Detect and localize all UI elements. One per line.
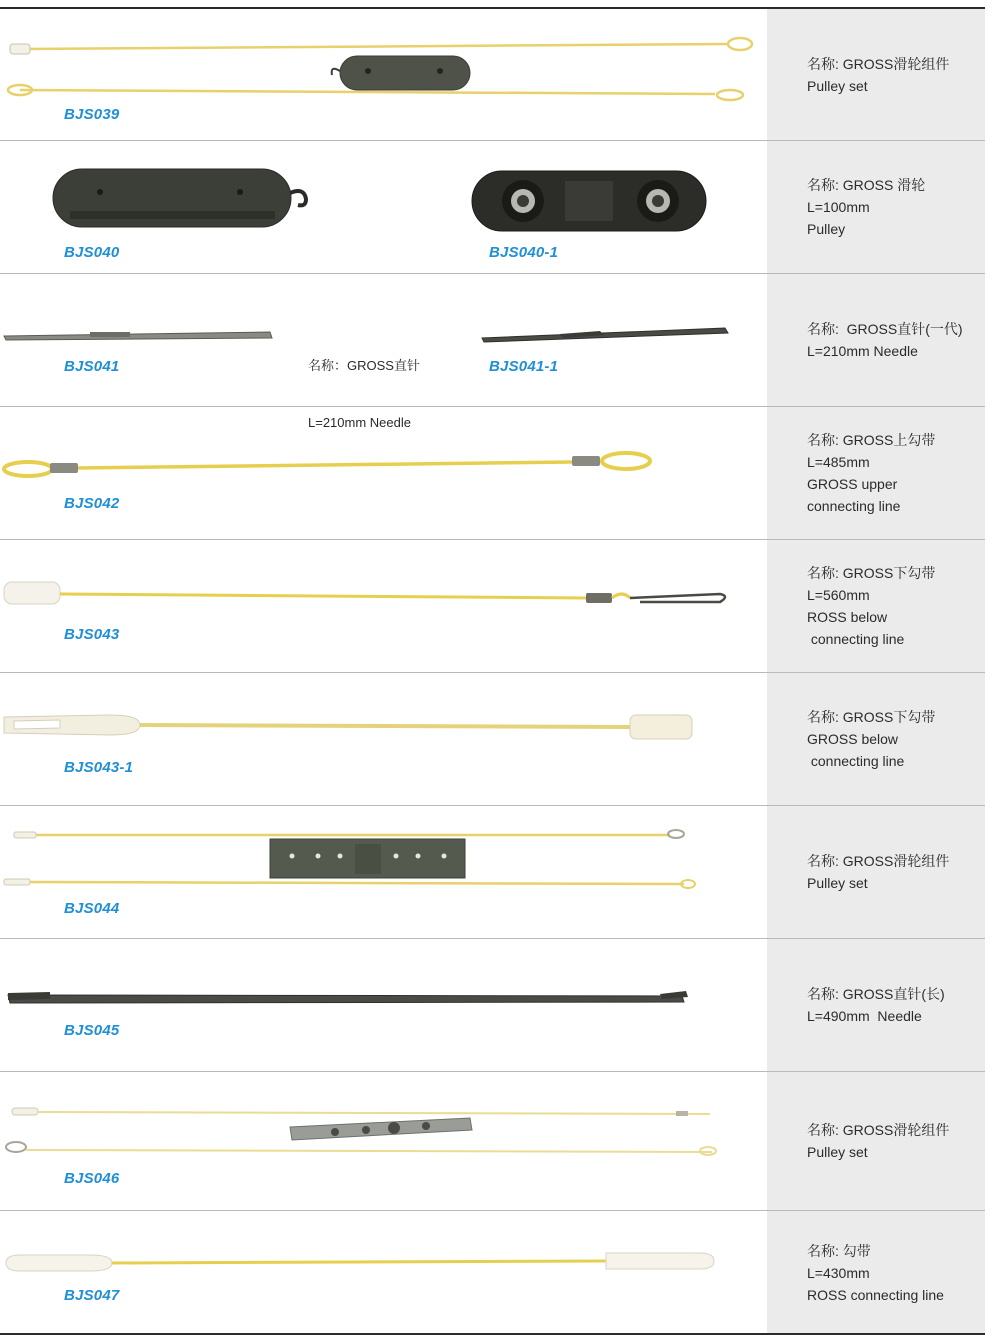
pulley-set-illustration <box>0 806 767 938</box>
product-image-area <box>0 939 767 1071</box>
bottom-rule <box>0 1333 985 1335</box>
product-code: BJS040 <box>64 244 120 261</box>
product-info-panel <box>767 806 985 938</box>
product-row-bjs041 <box>0 274 985 430</box>
product-info-panel <box>767 939 985 1071</box>
product-info-panel <box>767 274 985 406</box>
product-info-panel <box>767 141 985 273</box>
info-line: connecting line <box>807 753 905 769</box>
info-line: L=485mm <box>807 454 870 470</box>
product-row-bjs043-1 <box>0 673 985 806</box>
info-line: L=430mm <box>807 1265 870 1281</box>
product-row-bjs045 <box>0 939 985 1072</box>
info-line: L=210mm Needle <box>807 343 918 359</box>
product-info-panel <box>767 1072 985 1210</box>
product-image-area <box>0 1072 767 1210</box>
product-code: BJS043-1 <box>64 759 134 776</box>
info-line: 名称: GROSS上勾带 <box>807 432 936 448</box>
description-line: L=210mm Needle <box>308 415 411 430</box>
info-line: Pulley set <box>807 1144 868 1160</box>
product-code: BJS046 <box>64 1170 120 1187</box>
product-image-area <box>0 1211 767 1335</box>
info-line: 名称: GROSS下勾带 <box>807 709 936 725</box>
product-code: BJS047 <box>64 1287 120 1304</box>
product-image-area <box>0 806 767 938</box>
info-line: GROSS upper <box>807 476 898 492</box>
info-line: L=560mm <box>807 587 870 603</box>
product-code: BJS041 <box>64 358 120 375</box>
product-row-bjs039 <box>0 9 985 141</box>
info-line: 名称: GROSS滑轮组件 <box>807 1122 950 1138</box>
info-line: 名称: GROSS下勾带 <box>807 565 936 581</box>
info-line: 名称: GROSS滑轮组件 <box>807 55 950 72</box>
info-line: ROSS below <box>807 609 888 625</box>
info-line: 名称: 勾带 <box>807 1243 871 1259</box>
info-line: Pulley <box>807 221 846 237</box>
product-code: BJS042 <box>64 495 120 512</box>
product-row-bjs044 <box>0 806 985 939</box>
info-line: 名称: GROSS滑轮组件 <box>807 853 950 869</box>
description-line: 名称：GROSS直针 <box>308 358 420 373</box>
product-code: BJS043 <box>64 626 120 643</box>
product-info-panel <box>767 1211 985 1335</box>
product-code: BJS039 <box>64 106 120 123</box>
product-code: BJS041-1 <box>489 358 559 375</box>
below-connecting-line-illustration <box>0 673 767 805</box>
info-line: L=100mm <box>807 199 870 215</box>
info-line: 名称: GROSS直针(一代) <box>807 321 963 337</box>
product-catalog <box>0 9 985 1335</box>
info-line: Pulley set <box>807 875 868 891</box>
product-image-area <box>0 540 767 672</box>
product-code: BJS044 <box>64 900 120 917</box>
info-line: GROSS below <box>807 731 899 747</box>
info-line: 名称: GROSS 滑轮 <box>807 177 926 193</box>
product-row-bjs047 <box>0 1211 985 1335</box>
product-image-area <box>0 407 767 539</box>
product-row-bjs046 <box>0 1072 985 1211</box>
product-code: BJS045 <box>64 1022 120 1039</box>
product-row-bjs040 <box>0 141 985 274</box>
product-info-panel <box>767 9 985 140</box>
product-row-bjs042 <box>0 407 985 540</box>
connecting-line-illustration <box>0 1211 767 1335</box>
upper-connecting-line-illustration <box>0 407 767 539</box>
pulley-set-illustration <box>0 1072 767 1210</box>
long-needle-illustration <box>0 939 767 1071</box>
info-line: 名称: GROSS直针(长) <box>807 986 945 1002</box>
product-info-panel <box>767 407 985 539</box>
product-image-area <box>0 673 767 805</box>
product-code: BJS040-1 <box>489 244 559 261</box>
info-line: ROSS connecting line <box>807 1287 944 1303</box>
product-row-bjs043 <box>0 540 985 673</box>
product-info-panel <box>767 540 985 672</box>
info-line: L=490mm Needle <box>807 1008 922 1024</box>
info-line: connecting line <box>807 631 905 647</box>
info-line: connecting line <box>807 498 901 514</box>
below-connecting-line-illustration <box>0 540 767 672</box>
info-line: Pulley set <box>807 77 868 94</box>
product-info-panel <box>767 673 985 805</box>
